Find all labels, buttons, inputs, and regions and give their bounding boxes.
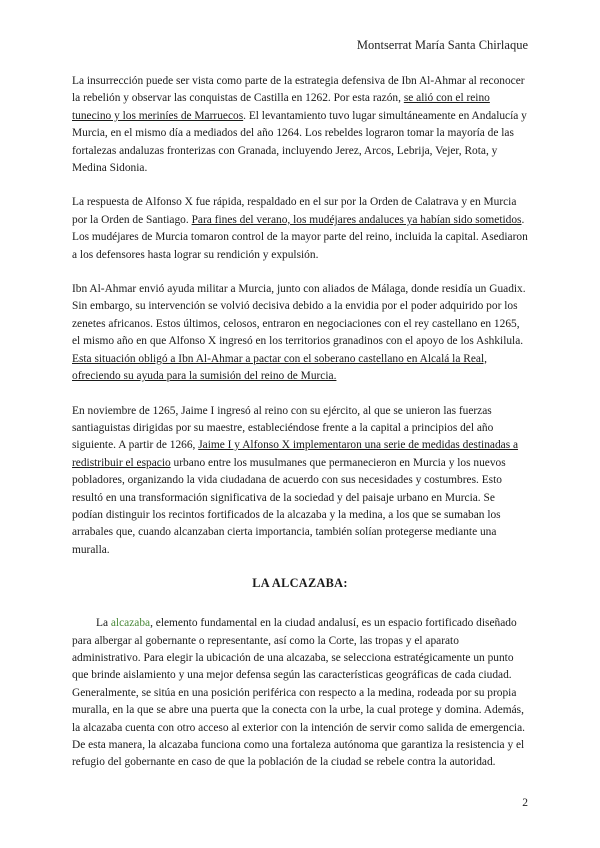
p3-underlined: Esta situación obligó a Ibn Al-Ahmar a pactar con el soberano castellano en Alcalá la Real, ofreciendo su ayuda para la sumisión del reino de Murcia. xyxy=(72,352,487,383)
p1-underlined: se alió con el reino tunecino y los meriníes de Marruecos xyxy=(72,92,490,122)
document-body xyxy=(72,73,528,789)
p1-text-b: . El levantamiento tuvo lugar simultáneamente en Andalucía y Murcia, en el mismo día a mediados del año 1264. Los rebeldes lograron tomar la mayoría de las fortalezas andaluzas fronterizas con Granada, incluyendo Jerez, Arcos, Lebrija, Vejer, Rota, y Medina Sidonia. xyxy=(72,109,527,175)
paragraph-4 xyxy=(72,403,528,560)
p2-text-a: La respuesta de Alfonso X fue rápida, respaldado en el sur por la Orden de Calatrava y en Murcia por la Orden de Santiago. xyxy=(72,196,517,226)
paragraph-2 xyxy=(72,194,528,264)
paragraph-5 xyxy=(72,615,528,772)
page-number: 2 xyxy=(522,797,528,809)
p3-text-a: Ibn Al-Ahmar envió ayuda militar a Murcia, junto con aliados de Málaga, donde residía un Guadix. Sin embargo, su intervención se volvió decisiva debido a la envidia por el poder adquirido por los zenetes africanos. Estos últimos, celosos, entraron en negociaciones con el rey castellano en 1265, el mismo año en que Alfonso X ingresó en los territorios granadinos con el apoyo de los Ashkilula. xyxy=(72,283,526,348)
p2-text-b: . Los mudéjares de Murcia tomaron control de la mayor parte del reino, incluida la capital. Asediaron a los defensores hasta lograr su rendición y expulsión. xyxy=(72,213,528,261)
p5-text-b: , elemento fundamental en la ciudad andalusí, es un espacio fortificado diseñado para albergar al gobernante o representante, así como la Corte, las tropas y el aparato administrativo. Para elegir la ubicación de una alcazaba, se selecciona estratégicamente un punto que brinde aislamiento y una mejor defensa según las características geográficas de cada ciudad. Generalmente, se sitúa en una posición periférica con respecto a la medina, rodeada por su propia muralla, en la que se abre una puerta que la conecta con la urbe, la cual protege y domina. Además, la alcazaba cuenta con otro acceso al exterior con la intención de servir como salida de emergencia. De esta manera, la alcazaba funciona como una fortaleza autónoma que garantiza la resistencia y el refugio del gobernante en caso de que la población de la ciudad se rebele contra la autoridad. xyxy=(72,617,525,769)
paragraph-1 xyxy=(72,73,528,177)
section-heading: LA ALCAZABA: xyxy=(252,576,348,591)
p4-text-b: urbano entre los musulmanes que permanecieron en Murcia y los nuevos pobladores, organizando la vida ciudadana de acuerdo con sus necesidades y costumbres. Esto resultó en una transformación significativa de la sociedad y del paisaje urbano en Murcia. Se podían distinguir los recintos fortificados de la alcazaba y la medina, a los que se sumaban los arrabales que, cuando alcanzaban cierta importancia, también solían protegerse mediante una muralla. xyxy=(72,456,506,556)
p4-underlined: Jaime I y Alfonso X implementaron una serie de medidas destinadas a redistribuir el espacio xyxy=(72,439,519,469)
p1-text-a: La insurrección puede ser vista como parte de la estrategia defensiva de Ibn Al-Ahmar al reconocer la rebelión y observar las conquistas de Castilla en 1262. Por esta razón, xyxy=(72,75,525,105)
paragraph-3 xyxy=(72,281,528,385)
p4-text-a: En noviembre de 1265, Jaime I ingresó al reino con su ejército, al que se unieron las fuerzas santiaguistas dirigidas por su maestre, estableciéndose frente a la capital a principios del año siguiente. A partir de 1266, xyxy=(72,404,494,452)
running-header-author: Montserrat María Santa Chirlaque xyxy=(356,38,528,52)
p5-text-a: La xyxy=(96,617,111,630)
p2-underlined: Para fines del verano, los mudéjares andaluces ya habían sido sometidos xyxy=(191,213,522,226)
alcazaba-link[interactable]: alcazaba xyxy=(110,617,151,630)
